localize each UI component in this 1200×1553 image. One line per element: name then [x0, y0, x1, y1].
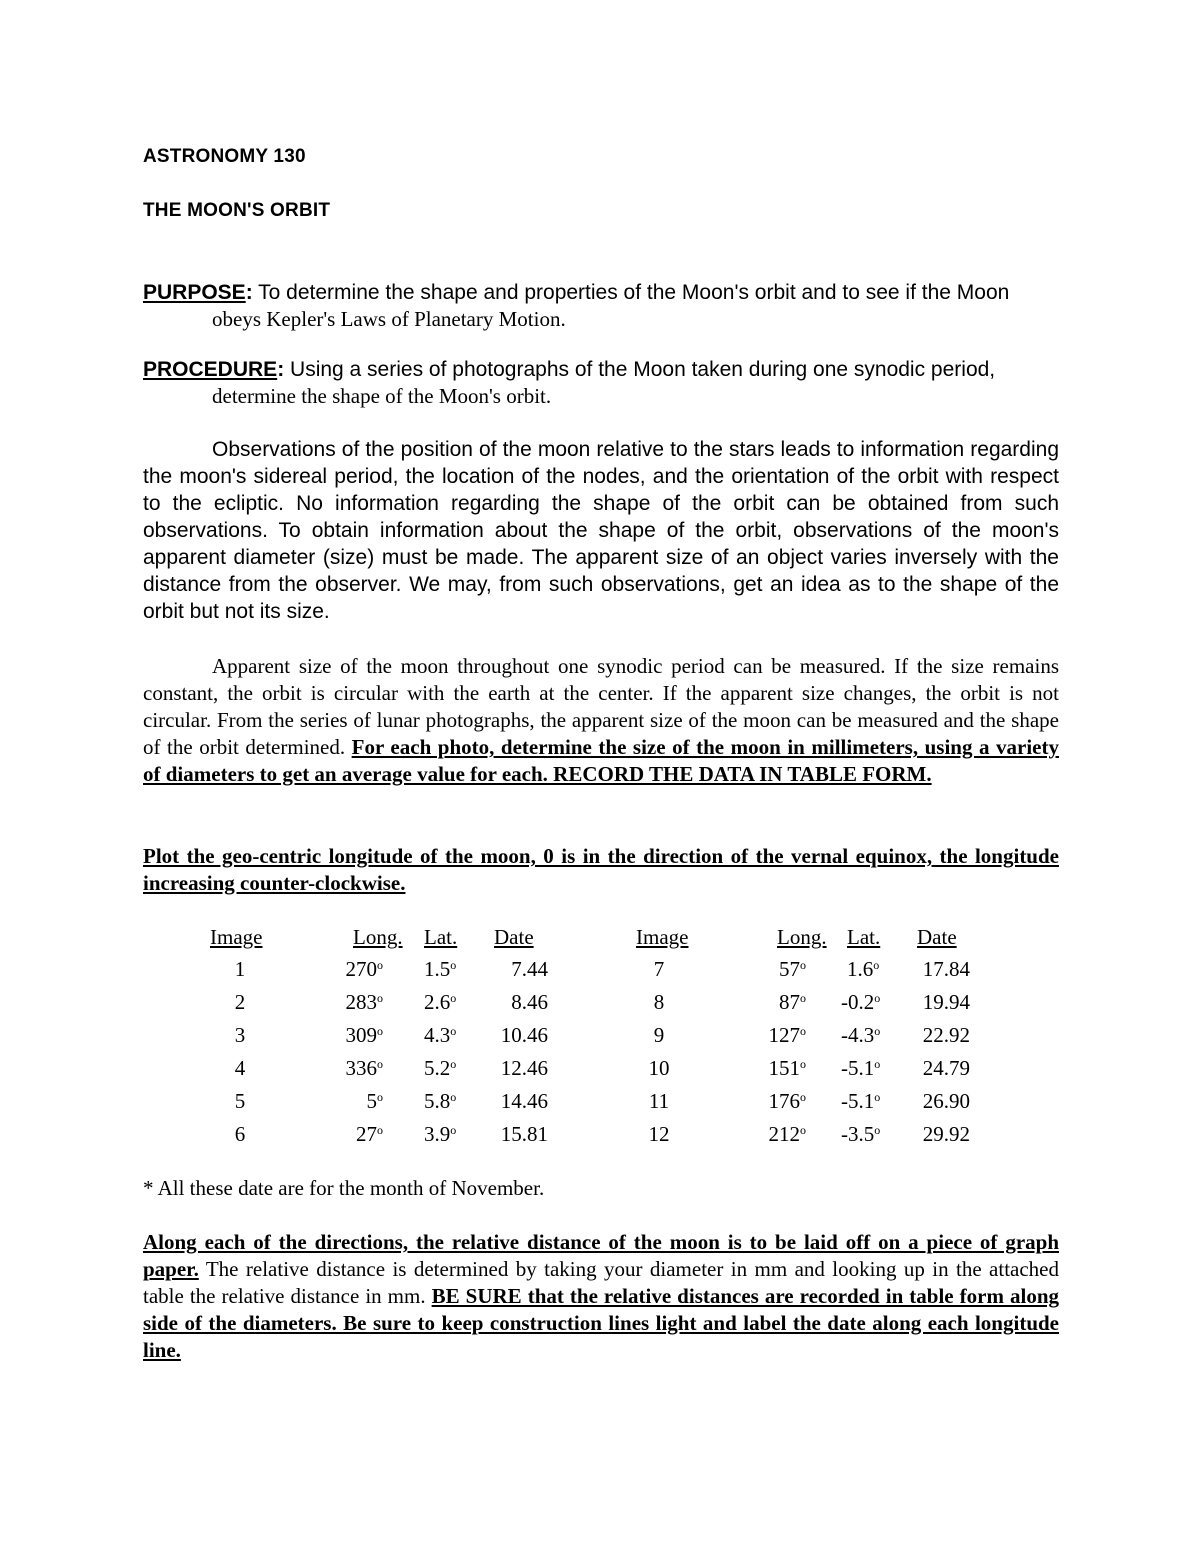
table-cell-latitude-right	[841, 1122, 880, 1146]
table-cell-latitude-right	[841, 1023, 880, 1047]
longitude-value: 5	[366, 1089, 377, 1113]
table-cell-latitude-left	[424, 957, 456, 981]
table-cell-image-left: 2	[234, 990, 246, 1014]
table-cell-image-left: 3	[234, 1023, 246, 1047]
table-cell-longitude-left	[323, 1089, 383, 1113]
longitude-value: 212	[768, 1122, 800, 1146]
table-cell-image-right: 10	[648, 1056, 670, 1080]
purpose-text-line2: obeys Kepler's Laws of Planetary Motion.	[212, 307, 566, 331]
latitude-value: 4.3	[424, 1023, 451, 1047]
procedure-text-line1: Using a series of photographs of the Moon taken during one synodic period,	[284, 358, 996, 381]
procedure-label: PROCEDURE	[143, 358, 278, 381]
purpose-label: PURPOSE	[143, 281, 246, 304]
table-cell-latitude-right	[841, 1089, 880, 1113]
degree-symbol: o	[450, 958, 457, 972]
degree-symbol: o	[377, 1090, 383, 1104]
header-long-left: Long.	[353, 925, 403, 949]
plot-instruction: Plot the geo-centric longitude of the moon, 0 is in the direction of the vernal equinox, the longitude increasing counter-clockwise.	[143, 844, 1059, 895]
table-cell-longitude-left	[323, 1122, 383, 1146]
degree-symbol: o	[450, 991, 457, 1005]
table-cell-longitude-right	[746, 957, 806, 981]
degree-symbol: o	[874, 1123, 881, 1137]
header-lat-right: Lat.	[847, 925, 881, 949]
table-cell-latitude-left	[424, 1056, 456, 1080]
degree-symbol: o	[800, 1123, 806, 1137]
degree-symbol: o	[800, 991, 806, 1005]
final-text: The relative distance is determined by taking your diameter in mm and looking up in the attached table the relative distance in mm.	[143, 1257, 1059, 1308]
longitude-value: 270	[345, 957, 377, 981]
table-cell-date-left: 15.81	[500, 1122, 548, 1146]
longitude-value: 309	[345, 1023, 377, 1047]
degree-symbol: o	[377, 1057, 383, 1071]
latitude-value: 5.2	[424, 1056, 451, 1080]
header-image-left: Image	[210, 925, 263, 949]
table-cell-latitude-left	[424, 990, 456, 1014]
table-cell-date-right: 22.92	[922, 1023, 970, 1047]
procedure-section	[143, 356, 1059, 410]
table-cell-date-right: 29.92	[922, 1122, 970, 1146]
longitude-value: 176	[768, 1089, 800, 1113]
lab-title: THE MOON'S ORBIT	[143, 200, 331, 221]
degree-symbol: o	[450, 1057, 457, 1071]
table-cell-longitude-right	[746, 1089, 806, 1113]
course-title: ASTRONOMY 130	[143, 146, 306, 167]
degree-symbol: o	[800, 1024, 806, 1038]
apparent-size-text: Apparent size of the moon throughout one synodic period can be measured. If the size remains constant, the orbit is circular with the earth at the center. If the apparent size changes, the orbit is not circular. From the series of lunar photographs, the apparent size of the moon can be measured and the shape of the orbit determined.	[143, 654, 1059, 759]
latitude-value: 3.9	[424, 1122, 451, 1146]
degree-symbol: o	[874, 991, 881, 1005]
table-cell-latitude-left	[424, 1023, 456, 1047]
degree-symbol: o	[874, 1090, 881, 1104]
table-cell-image-right: 7	[653, 957, 665, 981]
table-cell-image-left: 1	[234, 957, 246, 981]
degree-symbol: o	[874, 1024, 881, 1038]
degree-symbol: o	[450, 1024, 457, 1038]
table-cell-date-left: 7.44	[511, 957, 548, 981]
degree-symbol: o	[800, 1090, 806, 1104]
degree-symbol: o	[800, 958, 806, 972]
table-cell-date-left: 14.46	[500, 1089, 548, 1113]
apparent-size-instruction: For each photo, determine the size of the moon in millimeters, using a variety of diameters to get an average value for each. RECORD THE DATA IN TABLE FORM.	[143, 735, 1059, 786]
table-cell-latitude-left	[424, 1122, 456, 1146]
latitude-value: 5.8	[424, 1089, 451, 1113]
table-cell-date-right: 26.90	[922, 1089, 970, 1113]
purpose-section	[143, 279, 1059, 333]
table-cell-longitude-left	[323, 957, 383, 981]
longitude-value: 27	[356, 1122, 377, 1146]
header-date-right: Date	[917, 925, 957, 949]
footnote: * All these date are for the month of November.	[143, 1176, 545, 1200]
header-image-right: Image	[636, 925, 689, 949]
latitude-value: -4.3	[841, 1023, 875, 1047]
table-cell-longitude-right	[746, 1023, 806, 1047]
table-cell-image-right: 12	[648, 1122, 670, 1146]
final-instruction-1: Along each of the directions, the relative distance of the moon is to be laid off on a piece of graph paper.	[143, 1230, 1059, 1281]
degree-symbol: o	[377, 991, 383, 1005]
table-cell-image-left: 4	[234, 1056, 246, 1080]
table-cell-latitude-right	[847, 957, 879, 981]
purpose-text-line1: To determine the shape and properties of the Moon's orbit and to see if the Moon	[252, 281, 1010, 304]
header-long-right: Long.	[777, 925, 827, 949]
final-paragraph	[143, 1229, 1059, 1364]
degree-symbol: o	[377, 1123, 383, 1137]
table-cell-date-left: 10.46	[500, 1023, 548, 1047]
latitude-value: 1.6	[847, 957, 874, 981]
degree-symbol: o	[450, 1123, 457, 1137]
longitude-value: 283	[345, 990, 377, 1014]
table-cell-latitude-left	[424, 1089, 456, 1113]
latitude-value: -3.5	[841, 1122, 875, 1146]
table-cell-longitude-right	[746, 1122, 806, 1146]
table-cell-latitude-right	[841, 1056, 880, 1080]
table-cell-longitude-right	[746, 990, 806, 1014]
table-cell-latitude-right	[841, 990, 880, 1014]
latitude-value: -0.2	[841, 990, 875, 1014]
longitude-value: 336	[345, 1056, 377, 1080]
table-cell-longitude-left	[323, 1056, 383, 1080]
table-cell-image-right: 8	[653, 990, 665, 1014]
table-cell-image-left: 6	[234, 1122, 246, 1146]
apparent-size-paragraph	[143, 653, 1059, 788]
degree-symbol: o	[450, 1090, 457, 1104]
table-cell-date-right: 24.79	[922, 1056, 970, 1080]
degree-symbol: o	[377, 958, 383, 972]
longitude-value: 87	[779, 990, 800, 1014]
longitude-value: 151	[768, 1056, 800, 1080]
table-cell-date-left: 12.46	[500, 1056, 548, 1080]
purpose-colon: :	[245, 281, 253, 304]
table-cell-image-right: 9	[653, 1023, 665, 1047]
table-cell-longitude-left	[323, 1023, 383, 1047]
observations-paragraph: Observations of the position of the moon relative to the stars leads to information regarding the moon's sidereal period, the location of the nodes, and the orientation of the orbit with respect to the ecliptic. No information regarding the shape of the orbit can be obtained from such observations. To obtain information about the shape of the orbit, observations of the moon's apparent diameter (size) must be made. The apparent size of an object varies inversely with the distance from the observer. We may, from such observations, get an idea as to the shape of the orbit but not its size.	[143, 438, 1059, 623]
latitude-value: 2.6	[424, 990, 451, 1014]
degree-symbol: o	[800, 1057, 806, 1071]
latitude-value: -5.1	[841, 1089, 875, 1113]
table-cell-longitude-right	[746, 1056, 806, 1080]
procedure-text-line2: determine the shape of the Moon's orbit.	[212, 384, 552, 408]
header-date-left: Date	[494, 925, 534, 949]
longitude-value: 127	[768, 1023, 800, 1047]
table-cell-image-left: 5	[234, 1089, 246, 1113]
degree-symbol: o	[874, 1057, 881, 1071]
table-cell-date-left: 8.46	[511, 990, 548, 1014]
table-cell-image-right: 11	[648, 1089, 670, 1113]
final-instruction-2: BE SURE that the relative distances are recorded in table form along side of the diameters. Be sure to keep construction lines light and label the date along each longitude line.	[143, 1284, 1059, 1362]
longitude-value: 57	[779, 957, 800, 981]
degree-symbol: o	[377, 1024, 383, 1038]
latitude-value: 1.5	[424, 957, 451, 981]
degree-symbol: o	[873, 958, 880, 972]
table-cell-date-right: 19.94	[922, 990, 970, 1014]
table-cell-longitude-left	[323, 990, 383, 1014]
latitude-value: -5.1	[841, 1056, 875, 1080]
header-lat-left: Lat.	[424, 925, 458, 949]
procedure-colon: :	[277, 358, 285, 381]
table-cell-date-right: 17.84	[922, 957, 970, 981]
